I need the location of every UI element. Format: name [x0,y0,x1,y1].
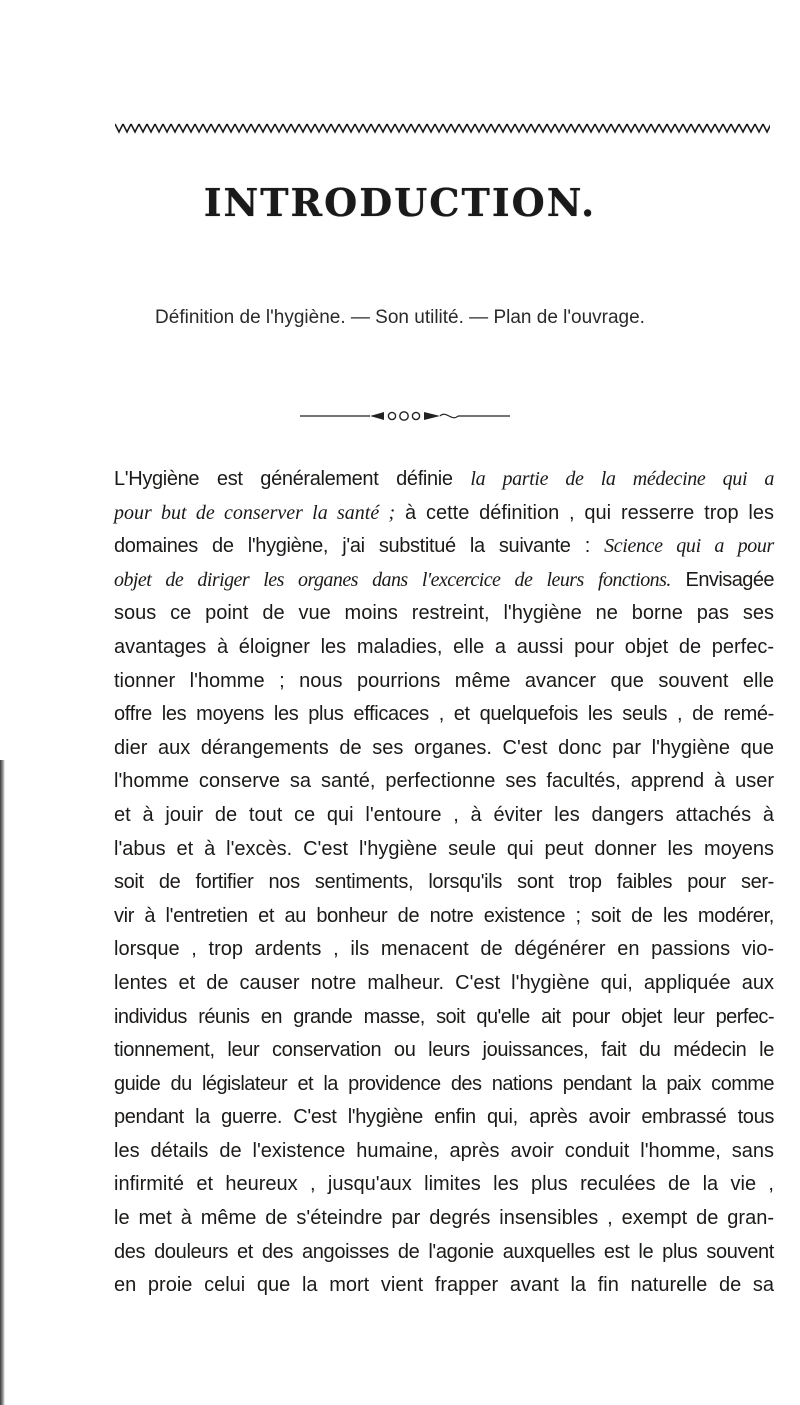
body-line [114,463,774,497]
body-line [114,530,774,564]
body-paragraph [114,463,774,1303]
body-line [114,765,774,799]
body-line-text: vir à l'entretien et au bonheur de notre existence ; soit de les modérer, [114,904,774,927]
chapter-subtitle: Définition de l'hygiène. — Son utilité. — Plan de l'ouvrage. [155,307,645,328]
body-line [114,564,774,598]
body-line-emphasis: Science qui a pour [604,535,774,558]
body-line-text: offre les moyens les plus efficaces , et quelquefois les seuls , de remé- [114,703,774,726]
body-line [114,732,774,766]
body-line-text: dier aux dérangements de ses organes. C'est donc par l'hygiène que [114,736,774,759]
body-line [114,1068,774,1102]
body-line-text: domaines de l'hygiène, j'ai substitué la suivante : [114,535,605,558]
body-line [114,1236,774,1270]
body-line [114,1001,774,1035]
body-line [114,900,774,934]
body-line [114,1269,774,1303]
body-line-text: l'abus et à l'excès. C'est l'hygiène seule qui peut donner les moyens [114,837,774,860]
body-line-text: avantages à éloigner les maladies, elle a aussi pour objet de perfec- [114,635,774,658]
body-line [114,631,774,665]
body-line [114,698,774,732]
body-line [114,665,774,699]
body-line-text: individus réunis en grande masse, soit qu'elle ait pour objet leur perfec- [114,1005,774,1028]
body-line [114,1135,774,1169]
body-line-text: lentes et de causer notre malheur. C'est l'hygiène qui, appliquée aux [114,971,774,994]
body-line-text: tionner l'homme ; nous pourrions même avancer que souvent elle [114,669,774,692]
body-line-text: pendant la guerre. C'est l'hygiène enfin qui, après avoir embrassé tous [114,1106,774,1129]
body-line-emphasis: la partie de la médecine qui a [470,468,774,490]
body-line-text: et à jouir de tout ce qui l'entoure , à éviter les dangers attachés à [114,803,774,826]
body-line-text: les détails de l'existence humaine, après avoir conduit l'homme, sans [114,1139,774,1162]
body-line [114,1168,774,1202]
body-line-text: le met à même de s'éteindre par degrés insensibles , exempt de gran- [114,1207,774,1230]
body-line-text: guide du législateur et la providence des nations pendant la paix comme [114,1072,774,1095]
body-line [114,1202,774,1236]
body-line-text: L'Hygiène est généralement définie [114,468,471,490]
body-line-text: en proie celui que la mort vient frapper avant la fin naturelle de sa [114,1274,774,1297]
body-line-emphasis: objet de diriger les organes dans l'excercice de leurs fonctions. [114,568,671,591]
body-line [114,967,774,1001]
decorative-border-band [115,122,770,134]
body-line-text: soit de fortifier nos sentiments, lorsqu'ils sont trop faibles pour ser- [114,871,774,894]
body-line-text: infirmité et heureux , jusqu'aux limites les plus reculées de la vie , [114,1173,774,1196]
page-binding-shadow [0,760,5,1405]
body-line [114,833,774,867]
body-line [114,1034,774,1068]
body-line-text: l'homme conserve sa santé, perfectionne ses facultés, apprend à user [114,770,774,793]
body-line-text: sous ce point de vue moins restreint, l'hygiène ne borne pas ses [114,602,774,625]
body-line-text: tionnement, leur conservation ou leurs jouissances, fait du médecin le [114,1039,774,1062]
chapter-heading: INTRODUCTION. [203,180,597,225]
body-line [114,933,774,967]
body-line [114,497,774,531]
body-line [114,866,774,900]
body-line [114,597,774,631]
body-line-emphasis: pour but de conserver la santé ; [114,501,396,524]
body-line [114,1101,774,1135]
body-line-text: Envisagée [670,568,774,591]
body-line-text: des douleurs et des angoisses de l'agonie auxquelles est le plus souvent [114,1240,774,1263]
body-line-text: à cette définition , qui resserre trop les [395,501,774,524]
decorative-divider-ornament [300,406,510,426]
body-line [114,799,774,833]
body-line-text: lorsque , trop ardents , ils menacent de dégénérer en passions vio- [114,938,774,961]
